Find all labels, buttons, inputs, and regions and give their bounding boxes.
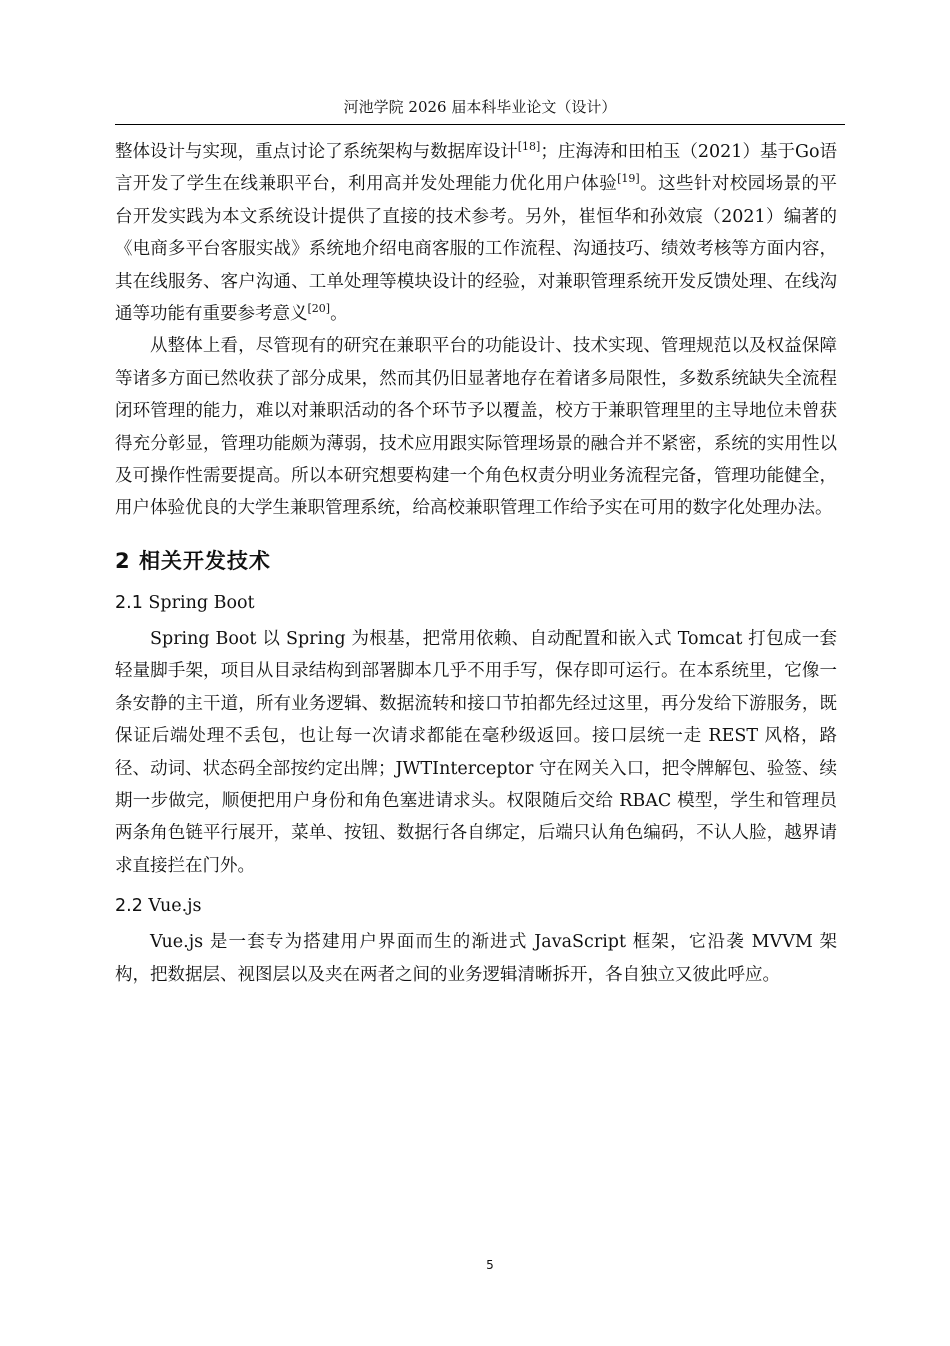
body-text <box>115 136 837 991</box>
text-run: 整体设计与实现，重点讨论了系统架构与数据库设计 <box>115 142 518 162</box>
citation-19: [19] <box>617 172 640 186</box>
running-header: 河池学院 2026 届本科毕业论文（设计） <box>343 98 617 116</box>
subsection-number: 2.1 <box>115 592 143 613</box>
subsection-title: Vue.js <box>148 896 202 917</box>
header-rule <box>115 124 845 125</box>
subsection-heading-2-2 <box>115 888 837 924</box>
subsection-number: 2.2 <box>115 896 143 917</box>
text-run: 。这些针对校园场景的平台开发实践为本文系统设计提供了直接的技术参考。另外，崔恒华和孙效宸（2021）编著的《电商多平台客服实战》系统地介绍电商客服的工作流程、沟通技巧、绩效考核等方面内容，其在线服务、客户沟通、工单处理等模块设计的经验，对兼职管理系统开发反馈处理、在线沟通等功能有重要参考意义 <box>115 174 838 325</box>
section-title: 相关开发技术 <box>138 548 271 573</box>
subsection-title: Spring Boot <box>148 592 255 613</box>
citation-18: [18] <box>517 140 541 153</box>
text-run: ；庄海涛和田柏玉（2021）基于Go语言开发了学生在线兼职平台，利用高并发处理能力优化用户体验 <box>115 142 837 195</box>
section-number: 2 <box>115 548 131 573</box>
page-number: 5 <box>486 1258 494 1272</box>
citation-20: [20] <box>307 302 331 316</box>
text-run: 。 <box>330 304 348 325</box>
paragraph-related-work <box>115 136 837 330</box>
paragraph-summary: 从整体上看，尽管现有的研究在兼职平台的功能设计、技术实现、管理规范以及权益保障等诸多方面已然收获了部分成果，然而其仍旧显著地存在着诸多局限性，多数系统缺失全流程闭环管理的能力，难以对兼职活动的各个环节予以覆盖，校方于兼职管理里的主导地位未曾获得充分彰显，管理功能颇为薄弱，技术应用跟实际管理场景的融合并不紧密，系统的实用性以及可操作性需要提高。所以本研究想要构建一个角色权责分明业务流程完备，管理功能健全，用户体验优良的大学生兼职管理系统，给高校兼职管理工作给予实在可用的数字化处理办法。 <box>115 336 837 519</box>
paragraph-spring-boot: Spring Boot 以 Spring 为根基，把常用依赖、自动配置和嵌入式 Tomcat 打包成一套轻量脚手架，项目从目录结构到部署脚本几乎不用手写，保存即可运行。在本系统里，它像一条安静的主干道，所有业务逻辑、数据流转和接口节拍都先经过这里，再分发给下游服务，既保证后端处理不丢包，也让每一次请求都能在毫秒级返回。接口层统一走 REST 风格，路径、动词、状态码全部按约定出牌；JWTInterceptor 守在网关入口，把令牌解包、验签、续期一步做完，顺便把用户身份和角色塞进请求头。权限随后交给 RBAC 模型，学生和管理员两条角色链平行展开，菜单、按钮、数据行各自绑定，后端只认角色编码，不认人脸，越界请求直接拦在门外。 <box>115 628 837 876</box>
section-heading-2 <box>115 543 837 579</box>
paragraph-vuejs: Vue.js 是一套专为搭建用户界面而生的渐进式 JavaScript 框架，它沿袭 MVVM 架构，把数据层、视图层以及夹在两者之间的业务逻辑清晰拆开，各自独立又彼此呼应。 <box>115 932 837 985</box>
subsection-heading-2-1 <box>115 585 837 621</box>
